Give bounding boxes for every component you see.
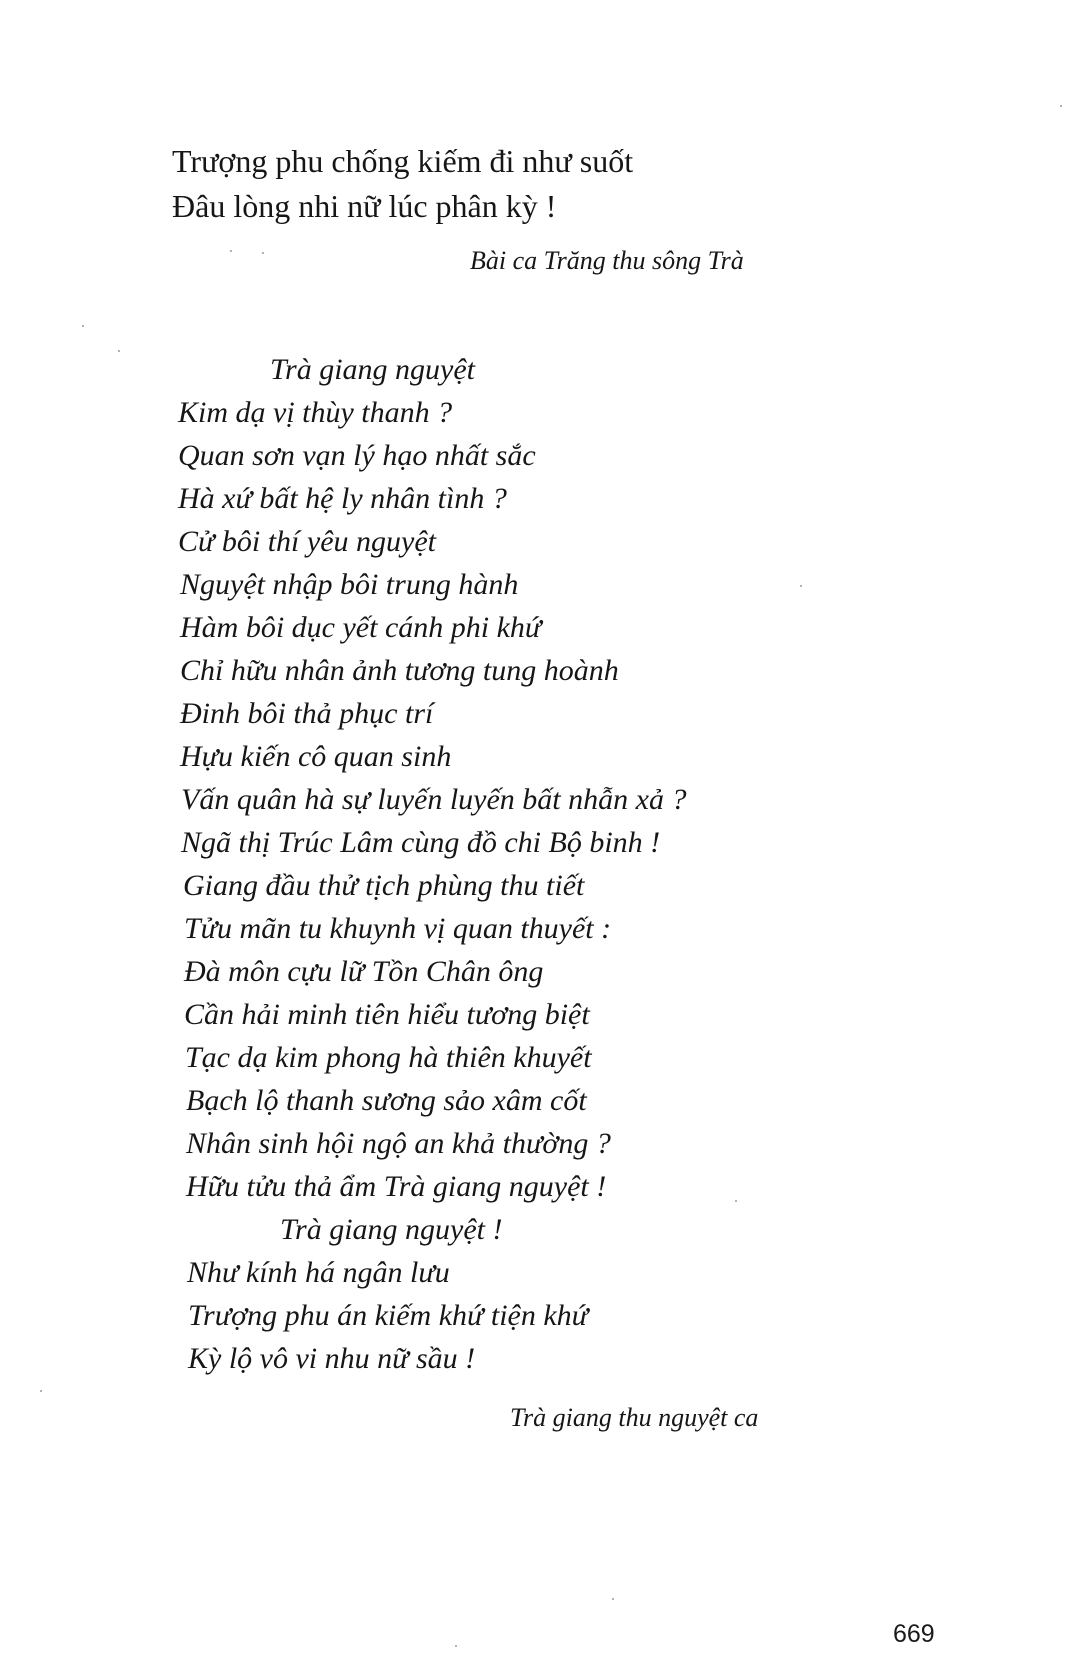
scan-speck — [230, 250, 232, 252]
scan-speck — [800, 585, 802, 587]
poem-line: Trượng phu án kiếm khứ tiện khứ — [188, 1299, 589, 1332]
poem-line: Giang đầu thử tịch phùng thu tiết — [183, 869, 585, 902]
scan-speck — [40, 1390, 42, 1392]
poem-line: Đinh bôi thả phục trí — [180, 697, 434, 730]
poem-line: Hà xứ bất hệ ly nhân tình ? — [178, 482, 507, 515]
scan-speck — [82, 325, 84, 327]
poem-line: Bạch lộ thanh sương sảo xâm cốt — [186, 1084, 587, 1117]
poem-line: Ngã thị Trúc Lâm cùng đồ chi Bộ binh ! — [181, 826, 661, 859]
poem-line: Đà môn cựu lữ Tồn Chân ông — [184, 955, 544, 988]
scan-speck — [612, 1598, 614, 1600]
poem-line: Tửu mãn tu khuynh vị quan thuyết : — [184, 912, 612, 945]
scan-speck — [118, 350, 120, 352]
poem-line: Như kính há ngân lưu — [187, 1256, 450, 1289]
poem-line: Hựu kiến cô quan sinh — [180, 740, 452, 773]
poem-line: Tạc dạ kim phong hà thiên khuyết — [185, 1041, 592, 1074]
scan-speck — [1060, 105, 1062, 107]
page-number: 669 — [893, 1620, 935, 1648]
scan-speck — [735, 1200, 737, 1202]
poem-line: Nguyệt nhập bôi trung hành — [180, 568, 519, 601]
scan-speck — [262, 252, 264, 254]
poem-line: Trà giang nguyệt — [270, 353, 476, 386]
poem-line: Hàm bôi dục yết cánh phi khứ — [180, 611, 542, 644]
second-attribution: Trà giang thu nguyệt ca — [510, 1403, 759, 1432]
poem-line: Nhân sinh hội ngộ an khả thường ? — [186, 1127, 611, 1160]
poem-line: Kỳ lộ vô vi nhu nữ sầu ! — [188, 1342, 476, 1375]
poem-line: Cử bôi thí yêu nguyệt — [178, 525, 436, 558]
poem-line: Trà giang nguyệt ! — [280, 1213, 503, 1246]
scan-speck — [455, 1645, 457, 1647]
first-attribution: Bài ca Trăng thu sông Trà — [470, 246, 744, 275]
poem-line: Vấn quân hà sự luyến luyến bất nhẫn xả ? — [181, 783, 687, 816]
poem-line: Hữu tửu thả ẩm Trà giang nguyệt ! — [186, 1170, 607, 1203]
poem-line: Cần hải minh tiên hiểu tương biệt — [184, 998, 590, 1031]
poem-line: Quan sơn vạn lý hạo nhất sắc — [178, 439, 536, 472]
couplet-line: Trượng phu chống kiếm đi như suốt — [172, 143, 634, 179]
poem-line: Kim dạ vị thùy thanh ? — [178, 396, 453, 429]
poem-line: Chỉ hữu nhân ảnh tương tung hoành — [180, 654, 619, 687]
couplet-line: Đâu lòng nhi nữ lúc phân kỳ ! — [172, 188, 557, 224]
